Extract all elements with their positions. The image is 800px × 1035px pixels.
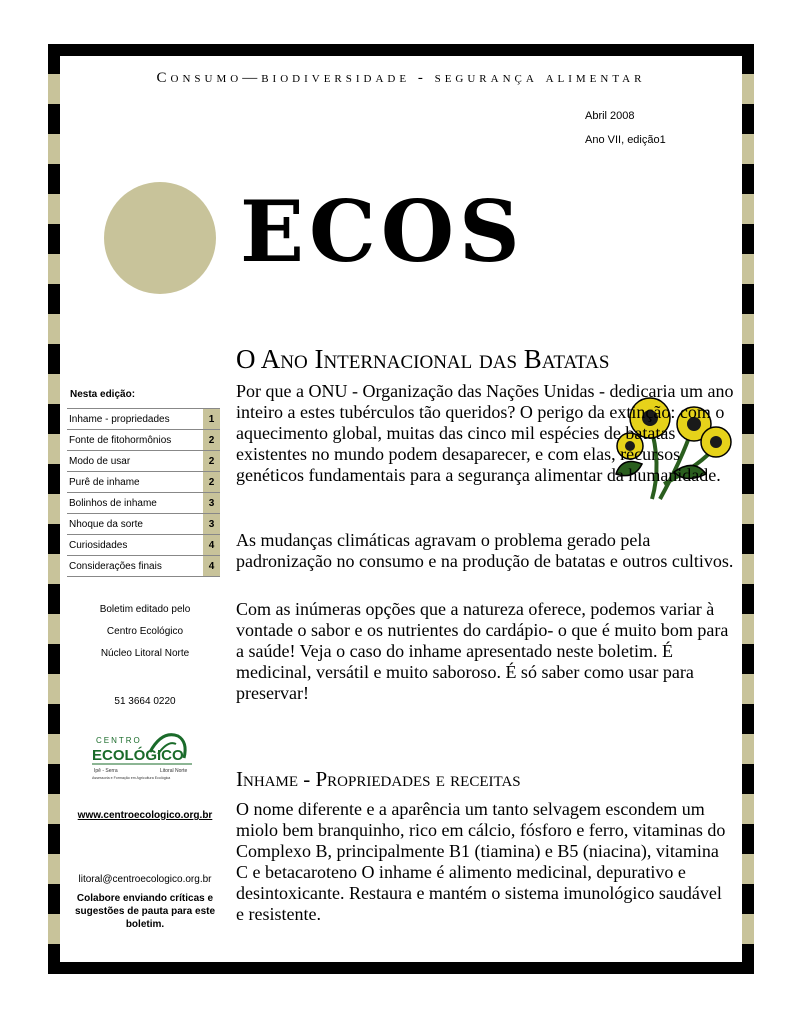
toc-item-label: Inhame - propriedades: [69, 413, 170, 425]
toc-item-page: 4: [203, 535, 220, 555]
decorative-circle: [104, 182, 216, 294]
article1-paragraph-3: Com as inúmeras opções que a natureza oferece, podemos variar à vontade o sabor e os nutrientes do cardápio- o que é muito bom para a saúde! Veja o caso do inhame apresentado neste boletim. É medicinal, versátil e muito saboroso. É só saber como usar para preservar!: [236, 599, 729, 703]
toc-item[interactable]: [67, 429, 220, 450]
article2-title: Inhame - Propriedades e receitas: [236, 767, 521, 791]
phone-number: 51 3664 0220: [114, 696, 176, 707]
toc-item-page: 3: [203, 493, 220, 513]
toc-item[interactable]: [67, 534, 220, 555]
svg-text:Assessoria e Formação em Agric: Assessoria e Formação em Agricultura Ecológica: [92, 776, 171, 780]
issue-edition: Ano VII, edição1: [585, 134, 666, 146]
toc-item[interactable]: [67, 555, 220, 577]
toc-heading: Nesta edição:: [70, 389, 136, 400]
article1-paragraph-1: Por que a ONU - Organização das Nações Unidas - dedicaria um ano inteiro a estes tubérculos tão queridos? O perigo da extinção: com o aquecimento global, muitas das cinco mil espécies de batatas existentes no mundo podem desaparecer, e com elas, recursos genéticos fundamentais para a segurança alimentar da humanidade.: [236, 381, 734, 485]
masthead-title: ECOS: [240, 182, 525, 281]
email-link[interactable]: litoral@centroecologico.org.br: [78, 874, 212, 885]
contribute-text: Colabore enviando críticas e sugestões de pauta para este boletim.: [74, 893, 216, 930]
toc-item-label: Curiosidades: [69, 539, 128, 551]
svg-text:Ipê - Serra: Ipê - Serra: [94, 768, 118, 774]
centro-ecologico-logo-icon: [88, 728, 198, 782]
toc-item-page: 4: [203, 556, 220, 576]
svg-text:Litoral Norte: Litoral Norte: [160, 768, 188, 774]
svg-text:CENTRO: CENTRO: [96, 736, 142, 745]
header-topline: Consumo—biodiversidade - segurança alimentar: [156, 70, 646, 86]
article1-title: O Ano Internacional das Batatas: [236, 344, 610, 374]
website-link[interactable]: www.centroecologico.org.br: [77, 810, 213, 821]
toc-item[interactable]: [67, 492, 220, 513]
toc-item[interactable]: [67, 408, 220, 429]
org-name: Centro Ecológico: [106, 626, 184, 637]
toc-item-page: 2: [203, 451, 220, 471]
toc-item-label: Fonte de fitohormônios: [69, 434, 172, 446]
issue-date: Abril 2008: [585, 110, 635, 122]
toc-item-label: Bolinhos de inhame: [69, 497, 157, 509]
edited-by-text: Boletim editado pelo: [99, 604, 191, 615]
toc-item-label: Purê de inhame: [69, 476, 140, 488]
toc-item-label: Nhoque da sorte: [69, 518, 143, 530]
toc-item-label: Considerações finais: [69, 560, 162, 572]
page-content: [60, 56, 742, 962]
article2-paragraph: O nome diferente e a aparência um tanto selvagem escondem um miolo bem branquinho, rico em cálcio, fósforo e ferro, vitaminas do Complexo B, principalmente B1 (tiamina) e B5 (niacina), vitamina C e betacaroteno O inhame é alimento medicinal, depurativo e desintoxicante. Restaura e mantém o sistema imunológico saudável e resistente.: [236, 799, 726, 924]
toc-item[interactable]: [67, 471, 220, 492]
toc-item-page: 2: [203, 430, 220, 450]
toc-item-page: 3: [203, 514, 220, 534]
toc-item-page: 1: [203, 409, 220, 429]
toc-item-label: Modo de usar: [69, 455, 131, 467]
article1-paragraph-2: As mudanças climáticas agravam o problema gerado pela padronização no consumo e na produção de batatas e outros cultivos.: [236, 530, 734, 571]
svg-text:ECOLÓGICO: ECOLÓGICO: [92, 747, 184, 764]
org-unit: Núcleo Litoral Norte: [100, 648, 190, 659]
toc-item[interactable]: [67, 450, 220, 471]
toc-item-page: 2: [203, 472, 220, 492]
table-of-contents: [67, 408, 220, 577]
toc-item[interactable]: [67, 513, 220, 534]
